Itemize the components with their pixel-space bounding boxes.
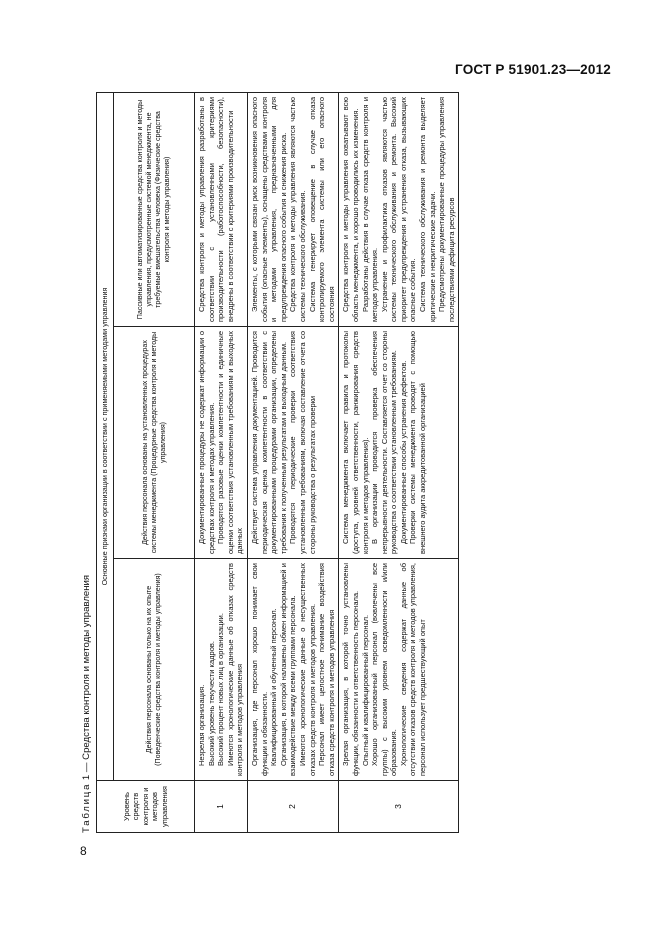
cell-paragraph: Устранение и профилактика отказов являются частью системы технического обслуживания и ремонта. Высокий приоритет предупреждения и устранения отказа, вызывающих опасные события. (379, 96, 418, 322)
cell-paragraph: Элементы, с которыми связан риск возникновения опасного события (опасные элементы), оснащены средствами контроля и методами управления, предназначенными для предупреждения опасного события и снижения риска. (249, 96, 288, 322)
cell-paragraph: Система менеджмента включает правила и протоколы (доступа, уровней ответственности, ранжирования средств контроля и методов управления). (341, 331, 370, 554)
cell-paragraph: Высокий процент новых лиц в организации. (216, 613, 226, 766)
cell-paragraph: Зрелая организация, в которой точно установлены функции, обязанности и ответственность персонала. (341, 563, 360, 776)
level-cell: 3 (339, 781, 459, 833)
cell-paragraph: Организация, где персонал хорошо понимает свои функции и обязанности. (249, 563, 269, 776)
cell-paragraph: Хронологические сведения содержат данные об отсутствии отказов средств контроля и методов управления, персонал использует предшествующий опыт (398, 563, 428, 776)
procedural-cell (247, 327, 338, 559)
cell-paragraph: Высокий уровень текучести кадров. (206, 641, 216, 766)
cell-paragraph: Разработаны действия в случае отказа средств контроля и методов управления. (360, 96, 380, 322)
cell-paragraph: Квалифицированный и обученный персонал. (269, 608, 279, 766)
cell-paragraph: Организация, в которой налажены обмен информацией и взаимодействие между всеми группами персонала. (278, 563, 298, 776)
cell-paragraph: Средства контроля и методы управления являются частью системы технического обслуживания. (288, 96, 307, 322)
cell-paragraph: Система технического обслуживания и ремонта выделяет критические и некритические задачи. (418, 96, 437, 322)
cell-paragraph: Средства контроля и методы управления разработаны в соответствии с установленными критериями производительности (работоспособности, безопасности), внедрены в соответствии с критериями производительности (197, 96, 235, 322)
behavioral-cell (339, 559, 459, 781)
table-caption (80, 88, 96, 833)
rotated-table-frame (80, 88, 582, 833)
cell-paragraph: Документированные процедуры не содержат информации о средствах контроля и методах управления. (197, 331, 216, 554)
header-procedural: Действия персонала основаны на установленных процедурах системы менеджмента (Процедурные средства контроля и методы управления) (114, 327, 195, 559)
procedural-cell (195, 327, 248, 559)
cell-paragraph: Проводятся разовые оценки компетентности и единичные оценки соответствия установленным требованиям и выходных данных (216, 331, 245, 554)
level-cell: 2 (247, 781, 338, 833)
header-group: Основные признаки организации в соответствии с применяемыми методами управления (97, 92, 114, 780)
physical-cell (247, 92, 338, 326)
behavioral-cell (247, 559, 338, 781)
table-row (247, 92, 338, 832)
procedural-cell (339, 327, 459, 559)
page-number: 8 (80, 844, 87, 858)
table-row (195, 92, 248, 832)
cell-paragraph: Проверки системы менеджмента проводят с помощью внешнего аудита аккредитованной организацией (408, 331, 428, 554)
cell-paragraph: Проводятся периодические проверки соответствия установленным требованиям, включая составление отчета со стороны руководства о результатах проверки (288, 331, 317, 554)
table-row (339, 92, 459, 832)
cell-paragraph: Хорошо организованный персонал (вовлечены все группы) с высоким уровнем осведомленности и/или образования. (370, 563, 399, 776)
behavioral-cell (195, 559, 248, 781)
cell-paragraph: Имеются хронологические данные о несущественных отказах средств контроля и методов управления. (297, 563, 317, 776)
cell-paragraph: Документированные способы устранения дефектов. (398, 360, 408, 544)
standard-code: ГОСТ Р 51901.23—2012 (455, 62, 611, 77)
controls-table (96, 92, 459, 833)
physical-cell (195, 92, 248, 326)
cell-paragraph: Предусмотрены документированные процедуры управления последствиями дефицита ресурсов (437, 96, 456, 322)
cell-paragraph: Действует система управления документацией. Проводится периодическая оценка компетентности в соответствии с документированными процедурами организации, определены требования к полученным результатам и выходным данным. (249, 331, 288, 554)
header-physical: Пассивные или автоматизированные средства контроля и методы управления, предусмотренные системой менеджмента, не требуемые вмешательства человека (Физические средства контроля и методы управления) (114, 92, 195, 326)
level-cell: 1 (195, 781, 248, 833)
cell-paragraph: В организации проводится проверка обеспечения непрерывности деятельности. Составляется отчет со стороны руководства о соответствии установленным требованиям. (370, 331, 399, 554)
header-behavioral: Действия персонала основаны только на их опыте (Поведенческие средства контроля и методы управления) (114, 559, 195, 781)
cell-paragraph: Опытный и квалифицированный персонал. (360, 614, 370, 766)
cell-paragraph: Персонал имеет целостное понимание воздействия отказа средств контроля и методов управления (317, 563, 336, 776)
physical-cell (339, 92, 459, 326)
cell-paragraph: Система генерирует оповещение в случае отказа контролируемого элемента системы или его опасного состояния (307, 96, 336, 322)
table-caption-label: Таблица (81, 782, 92, 833)
cell-paragraph: Средства контроля и методы управления охватывают всю область менеджмента, и хорошо проводились их изменения. (341, 96, 360, 322)
cell-paragraph: Незрелая организация. (197, 684, 206, 766)
table-caption-title: 1 — Средства контроля и методы управления (81, 574, 92, 781)
header-level: Уровень средств контроля и методов управления (97, 781, 195, 833)
cell-paragraph: Имеются хронологические данные об отказах средств контроля и методов управления (225, 563, 245, 776)
